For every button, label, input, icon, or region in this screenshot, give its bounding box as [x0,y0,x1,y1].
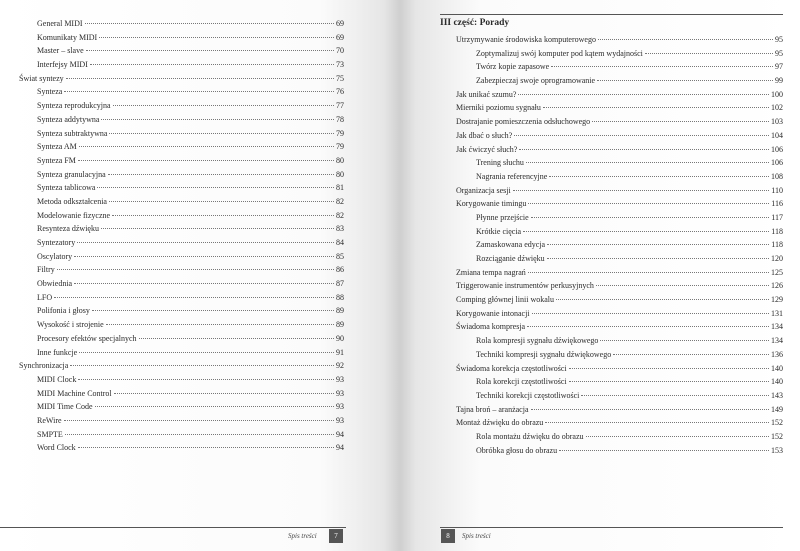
toc-leader-dots [547,258,769,259]
toc-entry-page: 126 [771,281,783,291]
toc-entry-label: Rola montażu dźwięku do obrazu [476,431,584,441]
toc-entry-page: 118 [771,226,783,236]
toc-entry-label: Jak unikać szumu? [456,89,517,99]
toc-leader-dots [79,352,334,353]
toc-entry-label: Syntezatory [37,238,76,247]
toc-entry[interactable] [456,389,783,403]
toc-leader-dots [57,269,334,270]
toc-leader-dots [547,244,769,245]
toc-entry-label: Organizacja sesji [456,185,511,195]
right-toc-list [456,33,783,457]
toc-leader-dots [139,338,334,339]
toc-entry-label: Korygowanie intonacji [456,308,530,318]
toc-entry-page: 106 [771,144,783,154]
toc-entry-page: 79 [336,142,344,152]
toc-entry[interactable] [456,170,783,184]
toc-entry-label: Synchronizacja [19,361,69,371]
toc-entry-page: 93 [336,402,344,412]
toc-leader-dots [569,381,769,382]
toc-entry-page: 93 [336,415,344,425]
toc-entry[interactable] [456,320,783,334]
toc-entry-label: Master – slave [37,46,84,56]
toc-leader-dots [79,146,334,147]
toc-leader-dots [613,354,769,355]
toc-entry[interactable] [19,263,344,277]
toc-entry[interactable] [19,154,344,168]
toc-entry-label: Procesory efektów specjalnych [37,333,137,343]
toc-entry-page: 120 [771,254,783,263]
toc-entry-page: 87 [336,279,344,289]
toc-entry-label: Jak dbać o słuch? [456,130,513,140]
toc-entry[interactable] [19,277,344,291]
toc-entry-label: Synteza subtraktywna [37,128,108,138]
toc-entry[interactable] [19,373,344,387]
toc-entry-label: Wysokość i strojenie [37,320,104,330]
toc-leader-dots [78,447,334,448]
toc-entry[interactable] [19,58,344,72]
toc-entry[interactable] [456,184,783,198]
toc-entry-page: 125 [771,267,783,277]
toc-entry-label: Obwiednia [37,279,73,289]
toc-entry-label: Twórz kopie zapasowe [476,62,550,72]
toc-entry[interactable] [19,17,344,31]
toc-entry[interactable] [456,403,783,417]
toc-entry-label: Synteza reprodukcyjna [37,101,111,111]
toc-entry[interactable] [19,441,344,455]
toc-leader-dots [85,23,334,24]
toc-entry[interactable] [19,291,344,305]
toc-entry-label: Zabezpieczaj swoje oprogramowanie [476,76,596,86]
toc-entry-page: 117 [771,212,783,222]
toc-entry-page: 93 [336,388,344,398]
toc-entry-label: Triggerowanie instrumentów perkusyjnych [456,281,594,291]
toc-leader-dots [519,149,769,150]
toc-entry-page: 134 [771,336,783,346]
toc-entry-page: 95 [775,35,783,44]
toc-entry-label: Obróbka głosu do obrazu [476,445,558,455]
toc-entry[interactable] [19,31,344,45]
toc-entry[interactable] [19,318,344,332]
toc-entry[interactable] [456,156,783,170]
toc-entry-page: 73 [336,60,344,70]
toc-entry-label: MIDI Time Code [37,402,93,412]
toc-leader-dots [74,283,334,284]
toc-entry-label: Montaż dźwięku do obrazu [456,418,544,428]
toc-entry-page: 84 [336,238,344,247]
right-page [400,0,800,551]
toc-entry[interactable] [456,416,783,430]
toc-entry-label: General MIDI [37,19,83,28]
toc-leader-dots [581,395,769,396]
toc-entry-label: Rola korekcji częstotliwości [476,377,567,387]
toc-entry-label: ReWire [37,415,62,425]
toc-leader-dots [569,368,769,369]
toc-entry-label: Jak ćwiczyć słuch? [456,144,518,154]
toc-entry-label: Metoda odkształcenia [37,196,107,206]
toc-entry-label: Word Clock [37,443,76,453]
toc-entry-label: MIDI Clock [37,374,77,384]
toc-entry[interactable] [19,127,344,141]
toc-leader-dots [99,37,334,38]
toc-entry[interactable] [456,375,783,389]
toc-leader-dots [109,133,334,134]
toc-entry[interactable] [19,332,344,346]
toc-entry-page: 153 [771,445,783,455]
toc-entry-label: Polifonia i głosy [37,306,90,316]
toc-entry-label: Tajna broń – aranżacja [456,404,529,414]
toc-entry-label: Świat syntezy [19,73,64,83]
toc-leader-dots [528,203,769,204]
toc-entry-page: 69 [336,19,344,28]
toc-leader-dots [600,340,769,341]
toc-entry-page: 89 [336,320,344,330]
toc-leader-dots [74,256,334,257]
toc-entry[interactable] [456,74,783,88]
toc-leader-dots [113,105,334,106]
toc-leader-dots [64,91,334,92]
toc-entry-page: 89 [336,306,344,316]
toc-leader-dots [586,436,769,437]
toc-entry[interactable] [456,266,783,280]
toc-leader-dots [596,285,769,286]
toc-entry-label: Zmiana tempa nagrań [456,267,526,277]
toc-entry-label: Synteza AM [37,142,77,152]
toc-leader-dots [545,422,769,423]
toc-entry-label: Resynteza dźwięku [37,224,99,234]
toc-entry-label: Korygowanie timingu [456,199,527,209]
toc-entry-label: Synteza [37,87,63,97]
toc-leader-dots [551,66,773,67]
toc-entry-label: Synteza tablicowa [37,183,96,193]
toc-leader-dots [528,272,769,273]
toc-entry-label: SMPTE [37,429,63,439]
toc-leader-dots [523,231,769,232]
toc-entry-page: 92 [336,361,344,371]
toc-entry-page: 86 [336,265,344,275]
toc-entry-page: 88 [336,292,344,302]
toc-leader-dots [109,201,334,202]
toc-leader-dots [78,379,334,380]
toc-entry-label: Płynne przejście [476,212,529,222]
toc-entry-page: 76 [336,87,344,97]
toc-entry[interactable] [19,304,344,318]
toc-entry-page: 100 [771,89,783,99]
right-footer-text: Spis treści [462,532,491,540]
toc-entry-label: MIDI Machine Control [37,388,112,398]
toc-entry-page: 108 [771,171,783,181]
toc-entry-label: Techniki korekcji częstotliwości [476,390,580,400]
toc-entry[interactable] [19,85,344,99]
toc-leader-dots [86,50,334,51]
toc-entry-page: 75 [336,73,344,83]
toc-leader-dots [95,406,334,407]
right-footer-rule [440,527,783,528]
toc-entry-page: 81 [336,183,344,193]
toc-entry[interactable] [456,430,783,444]
toc-entry[interactable] [19,414,344,428]
toc-entry[interactable] [456,197,783,211]
toc-entry[interactable] [456,293,783,307]
toc-leader-dots [92,310,334,311]
toc-entry-page: 143 [771,390,783,400]
toc-entry[interactable] [456,143,783,157]
toc-entry-label: Synteza granulacyjna [37,169,106,179]
toc-leader-dots [549,176,769,177]
toc-leader-dots [518,94,769,95]
right-page-number: 8 [441,529,455,543]
toc-entry-page: 95 [775,48,783,58]
toc-entry-page: 104 [771,130,783,140]
toc-entry-label: Mierniki poziomu sygnału [456,103,541,113]
toc-entry[interactable] [456,307,783,321]
toc-entry[interactable] [456,60,783,74]
toc-entry[interactable] [19,236,344,250]
toc-entry-page: 102 [771,103,783,113]
toc-entry[interactable] [456,101,783,115]
toc-entry[interactable] [19,222,344,236]
toc-entry-page: 136 [771,349,783,359]
toc-leader-dots [513,190,770,191]
toc-entry-page: 83 [336,224,344,234]
toc-entry-page: 140 [771,377,783,387]
toc-leader-dots [645,53,773,54]
toc-entry-label: Comping głównej linii wokalu [456,295,554,305]
toc-entry-page: 149 [771,404,783,414]
toc-entry[interactable] [456,279,783,293]
toc-leader-dots [527,326,769,327]
toc-entry-page: 77 [336,101,344,111]
toc-leader-dots [531,217,770,218]
left-footer-text: Spis treści [288,532,317,540]
toc-entry-label: Trening słuchu [476,158,524,168]
toc-entry-page: 90 [336,333,344,343]
toc-entry[interactable] [19,359,344,373]
toc-entry-page: 85 [336,251,344,261]
toc-entry[interactable] [19,181,344,195]
toc-entry[interactable] [456,348,783,362]
toc-entry-page: 106 [771,158,783,168]
toc-entry-page: 80 [336,169,344,179]
toc-entry-page: 69 [336,32,344,42]
toc-entry[interactable] [456,88,783,102]
toc-leader-dots [532,313,769,314]
toc-leader-dots [597,80,773,81]
toc-leader-dots [556,299,769,300]
toc-entry[interactable] [19,99,344,113]
toc-entry-page: 116 [771,199,783,209]
toc-entry-page: 82 [336,210,344,220]
left-page-number: 7 [329,529,343,543]
toc-entry[interactable] [19,72,344,86]
toc-leader-dots [78,160,334,161]
toc-entry[interactable] [456,362,783,376]
toc-entry[interactable] [19,250,344,264]
toc-leader-dots [101,228,334,229]
toc-entry-page: 99 [775,76,783,86]
toc-entry-page: 129 [771,295,783,305]
toc-entry[interactable] [456,334,783,348]
toc-entry-label: Dostrajanie pomieszczenia odsłuchowego [456,117,591,127]
toc-leader-dots [108,174,334,175]
toc-entry-page: 91 [336,347,344,357]
toc-entry-page: 118 [771,240,783,250]
toc-entry[interactable] [456,115,783,129]
toc-entry[interactable] [456,47,783,61]
toc-entry[interactable] [456,238,783,252]
toc-entry-label: Zoptymalizuj swój komputer pod kątem wydajności [476,48,643,58]
toc-leader-dots [531,409,769,410]
toc-entry[interactable] [19,346,344,360]
toc-leader-dots [543,107,769,108]
toc-entry[interactable] [19,195,344,209]
toc-entry[interactable] [19,428,344,442]
toc-entry-page: 93 [336,374,344,384]
toc-leader-dots [514,135,769,136]
toc-leader-dots [106,324,334,325]
toc-leader-dots [70,365,334,366]
toc-entry-label: Synteza FM [37,155,76,165]
left-toc-list [19,17,344,455]
toc-entry-page: 152 [771,418,783,428]
toc-entry[interactable] [19,44,344,58]
toc-entry-page: 79 [336,128,344,138]
toc-entry-label: Inne funkcje [37,347,78,357]
toc-leader-dots [97,187,334,188]
toc-leader-dots [559,450,769,451]
toc-entry[interactable] [19,140,344,154]
toc-entry-label: Świadoma kompresja [456,322,526,332]
toc-entry-page: 134 [771,322,783,332]
toc-entry-label: Świadoma korekcja częstotliwości [456,363,567,373]
toc-entry-label: Zamaskowana edycja [476,240,546,250]
toc-entry-page: 140 [771,363,783,373]
toc-leader-dots [64,420,334,421]
toc-leader-dots [114,393,334,394]
toc-entry-label: LFO [37,292,53,302]
toc-entry-label: Komunikaty MIDI [37,32,98,42]
toc-entry[interactable] [19,400,344,414]
toc-leader-dots [112,215,334,216]
toc-leader-dots [66,78,334,79]
toc-entry-label: Interfejsy MIDI [37,60,88,70]
toc-entry-page: 94 [336,429,344,439]
toc-entry-label: Utrzymywanie środowiska komputerowego [456,35,596,44]
toc-leader-dots [101,119,334,120]
toc-leader-dots [90,64,334,65]
toc-entry[interactable] [19,387,344,401]
toc-entry[interactable] [19,113,344,127]
toc-leader-dots [598,39,773,40]
toc-leader-dots [54,297,334,298]
toc-entry-label: Modelowanie fizyczne [37,210,111,220]
toc-leader-dots [526,162,769,163]
toc-entry-label: Nagrania referencyjne [476,171,548,181]
toc-entry-label: Filtry [37,265,55,275]
toc-entry-page: 110 [771,185,783,195]
toc-entry-label: Synteza addytywna [37,114,100,124]
toc-entry-page: 103 [771,117,783,127]
toc-entry-page: 131 [771,308,783,318]
left-footer-rule [0,527,346,528]
toc-entry-label: Krótkie cięcia [476,226,522,236]
toc-entry-page: 97 [775,62,783,72]
toc-entry-label: Rola kompresji sygnału dźwiękowego [476,336,599,346]
toc-entry-label: Oscylatory [37,251,73,261]
toc-entry[interactable] [19,168,344,182]
toc-entry-label: Rozciąganie dźwięku [476,254,545,263]
toc-leader-dots [65,434,334,435]
toc-entry-page: 70 [336,46,344,56]
part-title: III część: Porady [440,14,783,28]
toc-entry[interactable] [456,33,783,47]
toc-entry-page: 82 [336,196,344,206]
toc-entry[interactable] [456,252,783,266]
toc-entry[interactable] [456,129,783,143]
toc-entry-page: 94 [336,443,344,453]
toc-leader-dots [77,242,334,243]
toc-leader-dots [592,121,769,122]
toc-entry[interactable] [456,444,783,458]
toc-entry-page: 152 [771,431,783,441]
toc-entry-page: 78 [336,114,344,124]
toc-entry[interactable] [19,209,344,223]
toc-entry[interactable] [456,211,783,225]
toc-entry[interactable] [456,225,783,239]
toc-entry-label: Techniki kompresji sygnału dźwiękowego [476,349,612,359]
toc-entry-page: 80 [336,155,344,165]
